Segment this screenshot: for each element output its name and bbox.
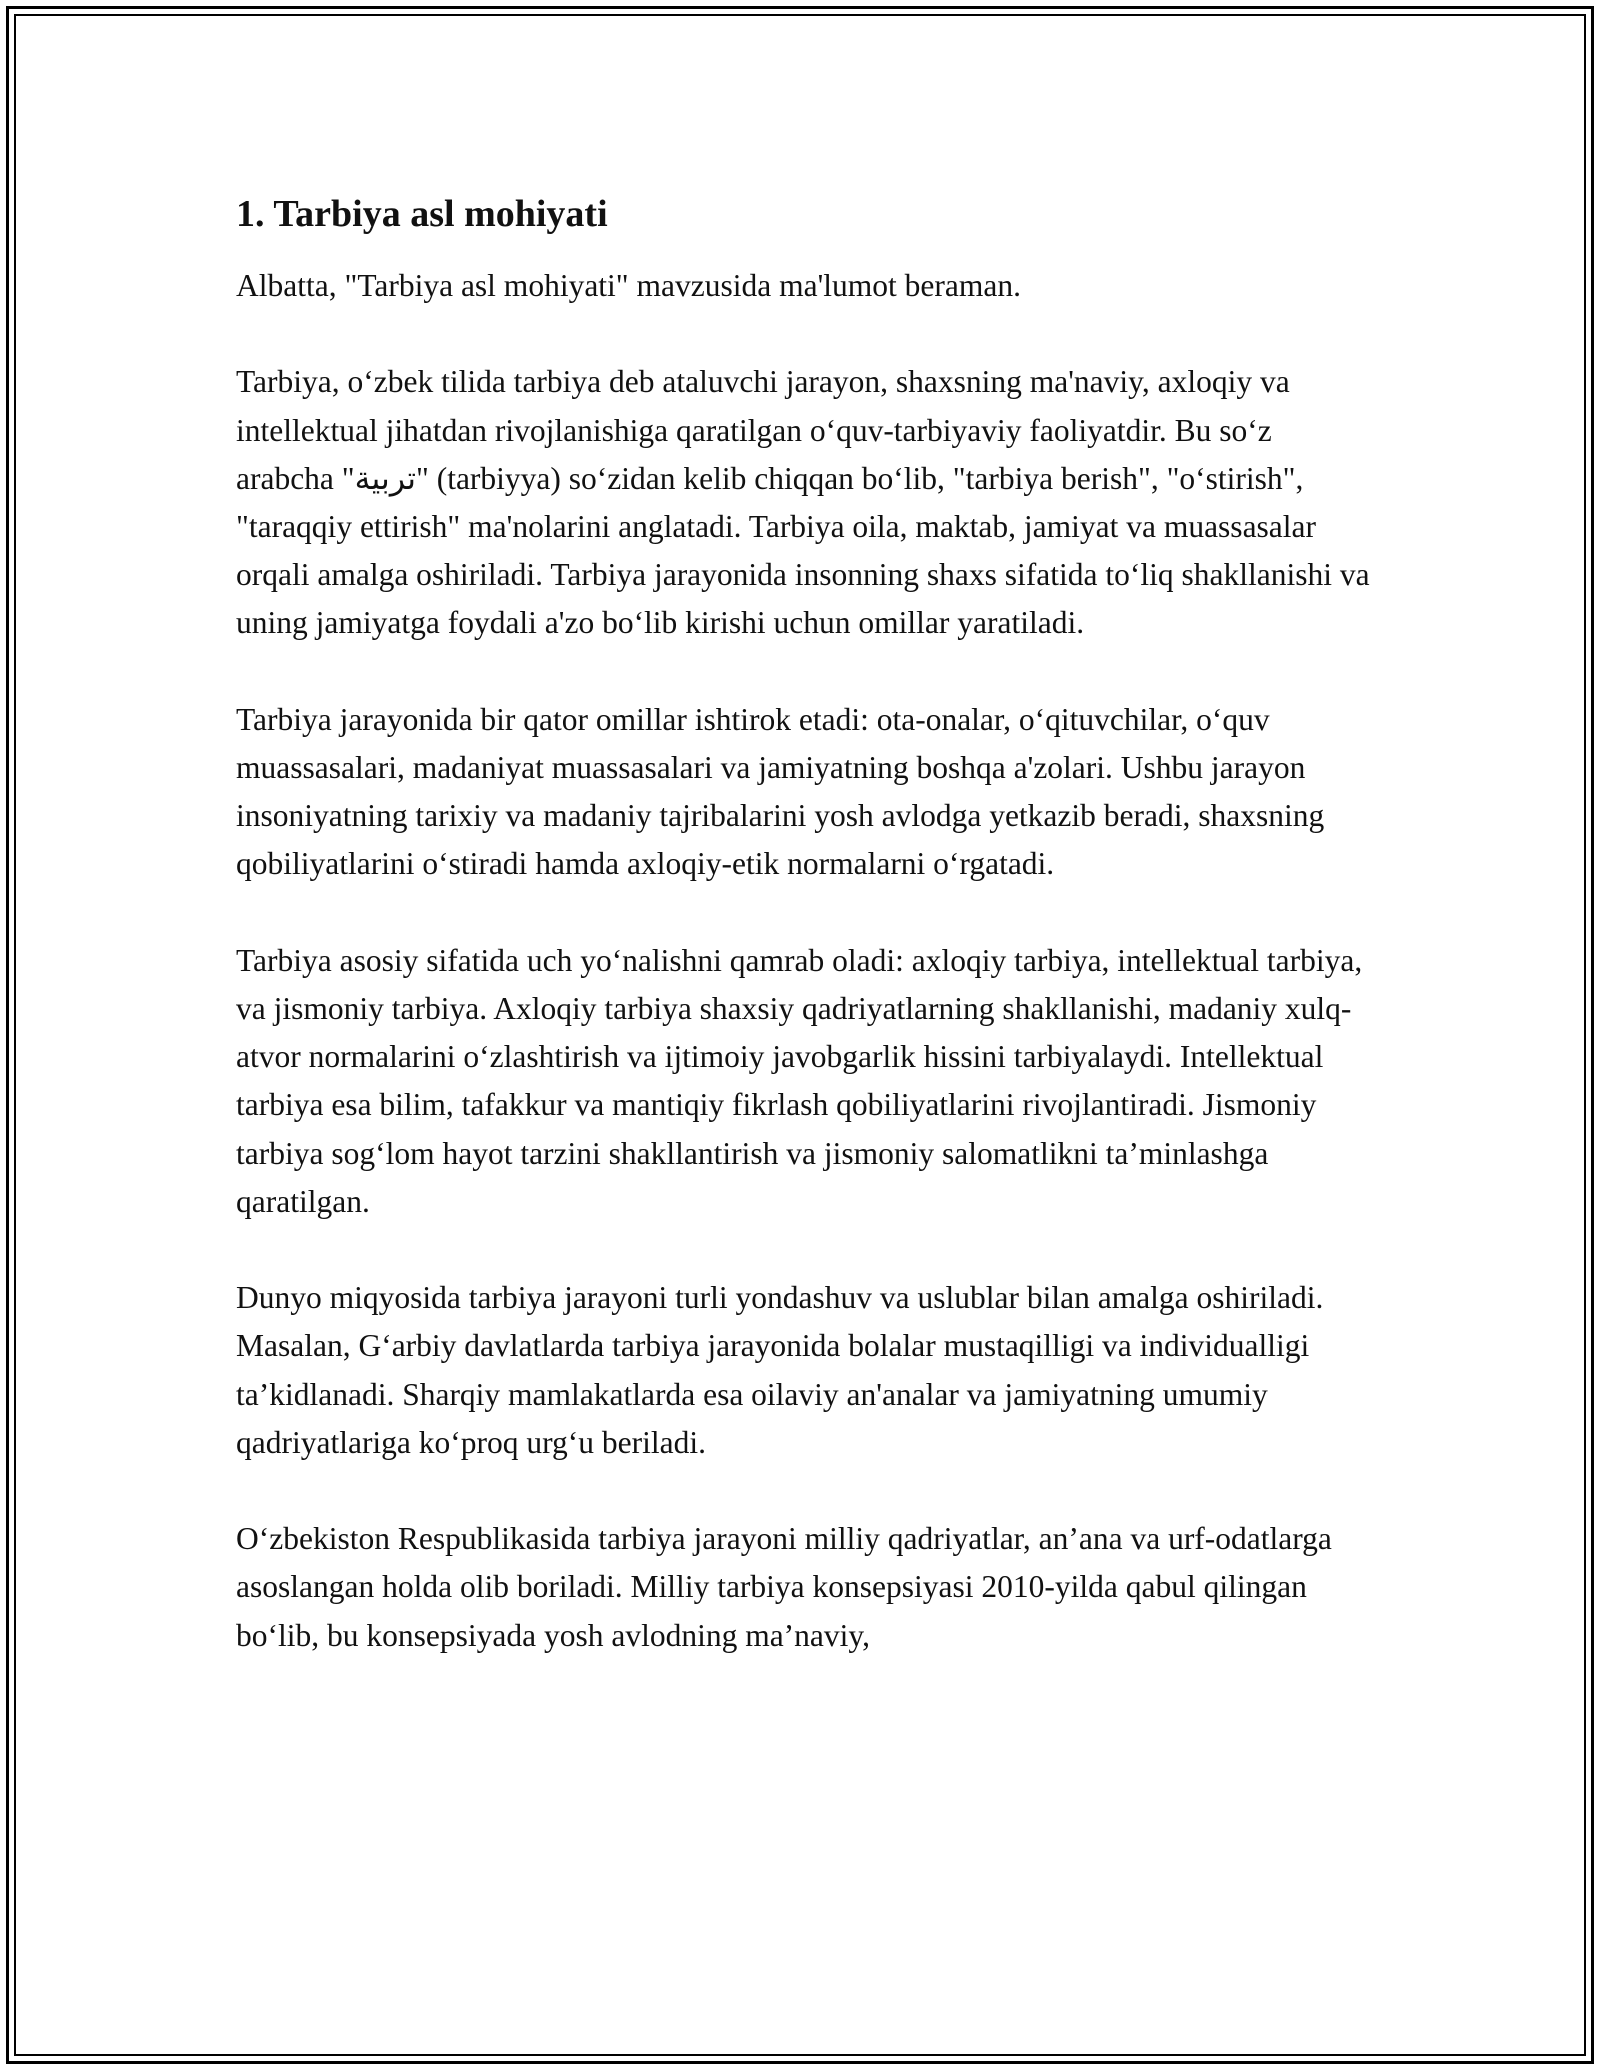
paragraph-directions: Tarbiya asosiy sifatida uch yo‘nalishni qamrab oladi: axloqiy tarbiya, intellektual tarbiya, va jismoniy tarbiya. Axloqiy tarbiya shaxsiy qadriyatlarning shakllanishi, madaniy xulq-atvor normalarini o‘zlashtirish va ijtimoiy javobgarlik hissini tarbiyalaydi. Intellektual tarbiya esa bilim, tafakkur va mantiqiy fikrlash qobiliyatlarini rivojlantiradi. Jismoniy tarbiya sog‘lom hayot tarzini shakllantirish va jismoniy salomatlikni ta’minlashga qaratilgan.: [236, 942, 1363, 1219]
paragraph-factors: Tarbiya jarayonida bir qator omillar ishtirok etadi: ota-onalar, o‘qituvchilar, o‘quv muassasalari, madaniyat muassasalari va jamiyatning boshqa a'zolari. Ushbu jarayon insoniyatning tarixiy va madaniy tajribalarini yosh avlodga yetkazib beradi, shaxsning qobiliyatlarini o‘stiradi hamda axloqiy-etik normalarni o‘rgatadi.: [236, 701, 1325, 882]
paragraph-definition: Tarbiya, o‘zbek tilida tarbiya deb ataluvchi jarayon, shaxsning ma'naviy, axloqiy va intellektual jihatdan rivojlanishiga qaratilgan o‘quv-tarbiyaviy faoliyatdir. Bu so‘z arabcha "تربية" (tarbiyya) so‘zidan kelib chiqqan bo‘lib, "tarbiya berish", "o‘stirish", "taraqqiy ettirish" ma'nolarini anglatadi. Tarbiya oila, maktab, jamiyat va muassasalar orqali amalga oshiriladi. Tarbiya jarayonida insonning shaxs sifatida to‘liq shakllanishi va uning jamiyatga foydali a'zo bo‘lib kirishi uchun omillar yaratiladi.: [236, 364, 1370, 641]
section-heading: 1. Tarbiya asl mohiyati: [236, 193, 608, 235]
paragraph-intro: Albatta, "Tarbiya asl mohiyati" mavzusida ma'lumot beraman.: [236, 268, 1021, 303]
paragraph-uzbekistan: O‘zbekiston Respublikasida tarbiya jarayoni milliy qadriyatlar, an’ana va urf-odatlarga asoslangan holda olib boriladi. Milliy tarbiya konsepsiyasi 2010-yilda qabul qilingan bo‘lib, bu konsepsiyada yosh avlodning ma’naviy,: [236, 1521, 1332, 1653]
paragraph-world-approaches: Dunyo miqyosida tarbiya jarayoni turli yondashuv va uslublar bilan amalga oshiriladi. Masalan, G‘arbiy davlatlarda tarbiya jarayonida bolalar mustaqilligi va individualligi ta’kidlanadi. Sharqiy mamlakatlarda esa oilaviy an'analar va jamiyatning umumiy qadriyatlariga ko‘proq urg‘u beriladi.: [236, 1280, 1324, 1460]
document-body: [236, 186, 1376, 1660]
